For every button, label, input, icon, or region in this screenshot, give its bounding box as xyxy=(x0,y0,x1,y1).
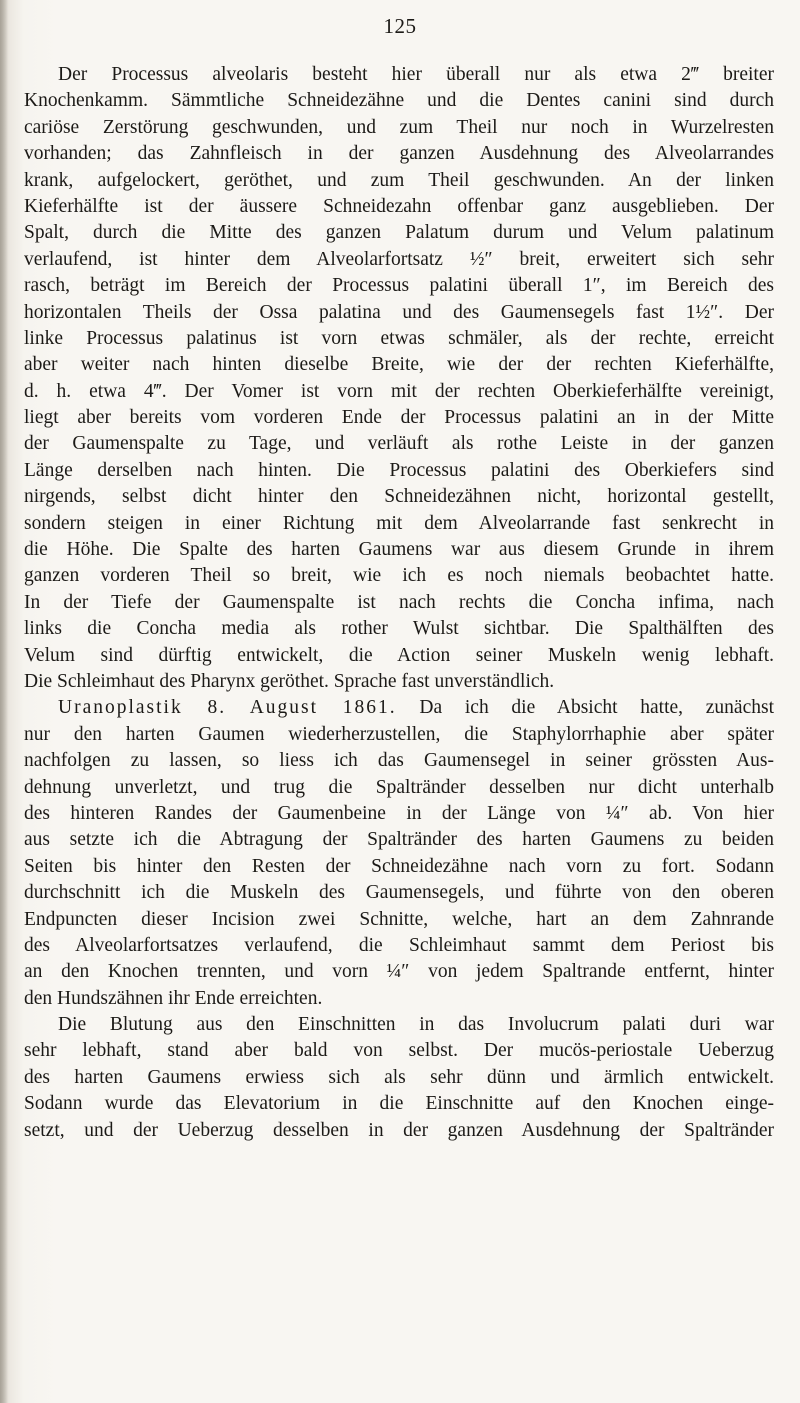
text-line: Velum sind dürftig entwickelt, die Action seiner Muskeln wenig lebhaft. xyxy=(24,644,774,666)
text-line: Die Schleimhaut des Pharynx geröthet. Sprache fast unverständlich. xyxy=(24,670,555,692)
text-line-with-heading xyxy=(24,695,774,721)
text-line: setzt, und der Ueberzug desselben in der ganzen Ausdehnung der Spaltränder xyxy=(24,1119,774,1141)
paragraph-3 xyxy=(24,1012,774,1144)
text-line: In der Tiefe der Gaumenspalte ist nach rechts die Concha infima, nach xyxy=(24,591,774,613)
paragraph-1 xyxy=(24,62,774,695)
text-span: Da ich die Absicht hatte, zunächst xyxy=(419,697,774,719)
text-line: rasch, beträgt im Bereich der Processus palatini überall 1″, im Bereich des xyxy=(24,275,774,297)
text-line: den Hundszähnen ihr Ende erreichten. xyxy=(24,987,323,1009)
text-line: nur den harten Gaumen wiederherzustellen, die Staphylorrhaphie aber später xyxy=(24,723,774,745)
text-line: Endpuncten dieser Incision zwei Schnitte, welche, hart an dem Zahnrande xyxy=(24,908,774,930)
text-line: des harten Gaumens erwiess sich als sehr dünn und ärmlich entwickelt. xyxy=(24,1066,774,1088)
text-line: des hinteren Randes der Gaumenbeine in der Länge von ¼″ ab. Von hier xyxy=(24,802,774,824)
text-line: sondern steigen in einer Richtung mit dem Alveolarrande fast senkrecht in xyxy=(24,512,774,534)
section-heading: Uranoplastik 8. August 1861. xyxy=(58,697,397,719)
text-line: nirgends, selbst dicht hinter den Schneidezähnen nicht, horizontal gestellt, xyxy=(24,486,774,508)
text-line: durchschnitt ich die Muskeln des Gaumensegels, und führte von den oberen xyxy=(24,882,774,904)
text-line: Knochenkamm. Sämmtliche Schneidezähne und die Dentes canini sind durch xyxy=(24,90,774,112)
text-line: dehnung unverletzt, und trug die Spaltränder desselben nur dicht unterhalb xyxy=(24,776,774,798)
text-line: Spalt, durch die Mitte des ganzen Palatum durum und Velum palatinum xyxy=(24,222,774,244)
text-line: cariöse Zerstörung geschwunden, und zum Theil nur noch in Wurzelresten xyxy=(24,116,774,138)
text-line: an den Knochen trennten, und vorn ¼″ von jedem Spaltrande entfernt, hinter xyxy=(24,961,774,983)
body-text xyxy=(24,62,774,1144)
binding-shadow xyxy=(0,0,8,1403)
text-line: aber weiter nach hinten dieselbe Breite, wie der der rechten Kieferhälfte, xyxy=(24,354,774,376)
text-line: linke Processus palatinus ist vorn etwas schmäler, als der rechte, erreicht xyxy=(24,327,774,349)
text-line: verlaufend, ist hinter dem Alveolarfortsatz ½″ breit, erweitert sich sehr xyxy=(24,248,774,270)
text-line: vorhanden; das Zahnfleisch in der ganzen Ausdehnung des Alveolarrandes xyxy=(24,143,774,165)
text-line: aus setzte ich die Abtragung der Spaltränder des harten Gaumens zu beiden xyxy=(24,829,774,851)
text-line: krank, aufgelockert, geröthet, und zum Theil geschwunden. An der linken xyxy=(24,169,774,191)
text-line: d. h. etwa 4‴. Der Vomer ist vorn mit der rechten Oberkieferhälfte vereinigt, xyxy=(24,380,774,402)
text-line: horizontalen Theils der Ossa palatina und des Gaumensegels fast 1½″. Der xyxy=(24,301,774,323)
text-line: des Alveolarfortsatzes verlaufend, die Schleimhaut sammt dem Periost bis xyxy=(24,934,774,956)
text-line: liegt aber bereits vom vorderen Ende der Processus palatini an in der Mitte xyxy=(24,407,774,429)
text-line: links die Concha media als rother Wulst sichtbar. Die Spalthälften des xyxy=(24,618,774,640)
text-line: der Gaumenspalte zu Tage, und verläuft als rothe Leiste in der ganzen xyxy=(24,433,774,455)
text-line: Kieferhälfte ist der äussere Schneidezahn offenbar ganz ausgeblieben. Der xyxy=(24,195,774,217)
text-line: sehr lebhaft, stand aber bald von selbst. Der mucös-periostale Ueberzug xyxy=(24,1040,774,1062)
page-number: 125 xyxy=(383,14,417,38)
text-line: Die Blutung aus den Einschnitten in das Involucrum palati duri war xyxy=(58,1014,774,1036)
paragraph-2 xyxy=(24,695,774,1012)
text-line: Sodann wurde das Elevatorium in die Einschnitte auf den Knochen einge- xyxy=(24,1093,774,1115)
text-line: ganzen vorderen Theil so breit, wie ich es noch niemals beobachtet hatte. xyxy=(24,565,774,587)
text-line: Der Processus alveolaris besteht hier überall nur als etwa 2‴ breiter xyxy=(58,64,774,85)
text-line: Länge derselben nach hinten. Die Processus palatini des Oberkiefers sind xyxy=(24,459,774,481)
text-line: die Höhe. Die Spalte des harten Gaumens war aus diesem Grunde in ihrem xyxy=(24,539,774,561)
text-line: nachfolgen zu lassen, so liess ich das Gaumensegel in seiner grössten Aus- xyxy=(24,750,774,772)
text-line: Seiten bis hinter den Resten der Schneidezähne nach vorn zu fort. Sodann xyxy=(24,855,774,877)
